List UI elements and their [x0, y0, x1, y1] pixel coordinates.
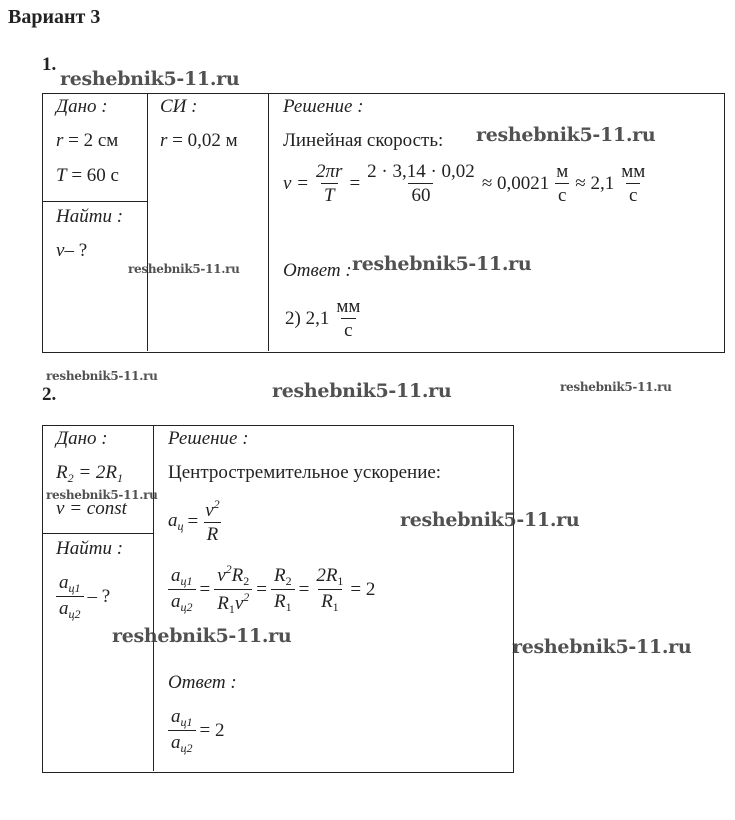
p1-given-T: T = 60 с: [56, 165, 119, 186]
watermark: reshebnik5-11.ru: [512, 636, 692, 658]
watermark: reshebnik5-11.ru: [60, 68, 240, 90]
p2-answer-value: $\frac{a_{ц1}}{a_{ц2}}$ = 2: [166, 706, 226, 756]
watermark: reshebnik5-11.ru: [476, 124, 656, 146]
p1-solution-label: Решение :: [283, 96, 364, 117]
p2-answer-label: Ответ :: [168, 672, 237, 693]
problem-1-number: 1.: [42, 54, 57, 75]
p1-find-label: Найти :: [56, 206, 124, 227]
p2-given-v: v = const: [56, 498, 127, 519]
watermark: reshebnik5-11.ru: [128, 262, 240, 276]
problem-2-divider-find: [42, 533, 153, 534]
problem-1-divider-find: [42, 201, 147, 202]
p1-si-r: r = 0,02 м: [160, 130, 238, 151]
watermark: reshebnik5-11.ru: [352, 253, 532, 275]
problem-1-divider-si: [147, 93, 148, 351]
p1-given-r: r = 2 см: [56, 130, 119, 151]
watermark: reshebnik5-11.ru: [46, 488, 158, 502]
p2-centripetal-label: Центростремительное ускорение:: [168, 462, 442, 483]
p2-find-ratio: $\frac{a_{ц1}}{a_{ц2}}$ – ?: [54, 572, 112, 622]
p2-find-label: Найти :: [56, 538, 124, 559]
p1-answer-value: 2) 2,1 $\frac{мм}{с}$: [285, 296, 361, 341]
p1-answer-label: Ответ :: [283, 260, 352, 281]
watermark: reshebnik5-11.ru: [272, 380, 452, 402]
p1-find-v: v– ?: [56, 240, 88, 261]
p2-given-R: $R_2 = 2R_1$: [56, 462, 124, 485]
problem-1-divider-solution: [268, 93, 269, 351]
watermark: reshebnik5-11.ru: [400, 509, 580, 531]
p1-given-label: Дано :: [56, 96, 108, 117]
watermark: reshebnik5-11.ru: [46, 369, 158, 383]
p1-si-label: СИ :: [160, 96, 198, 117]
p2-formula-ratio: $\frac{a_{ц1}}{a_{ц2}}$ = $\frac{v^2R_2}{R_1v^2}$ = $\frac{R_2}{R_1}$ = $\frac{2R_1}{R_1}$ = 2: [166, 563, 377, 617]
watermark: reshebnik5-11.ru: [112, 625, 292, 647]
p2-formula-acceleration: $a_ц$ = $\frac{v^2}{R}$: [168, 497, 220, 545]
problem-2-divider-solution: [153, 425, 154, 771]
p1-linear-speed-label: Линейная скорость:: [283, 130, 444, 151]
p2-solution-label: Решение :: [168, 428, 249, 449]
p2-given-label: Дано :: [56, 428, 108, 449]
variant-heading: Вариант 3: [8, 6, 101, 28]
p1-speed-formula: v = $\frac{2\pi r}{T}$ = $\frac{2 \cdot 3,14 \cdot 0,02}{60}$ ≈ 0,0021 $\frac{м}{с}$ ≈ 2,1 $\frac{мм}{с}$: [283, 161, 646, 206]
problem-2-number: 2.: [42, 384, 57, 405]
watermark: reshebnik5-11.ru: [560, 380, 672, 394]
